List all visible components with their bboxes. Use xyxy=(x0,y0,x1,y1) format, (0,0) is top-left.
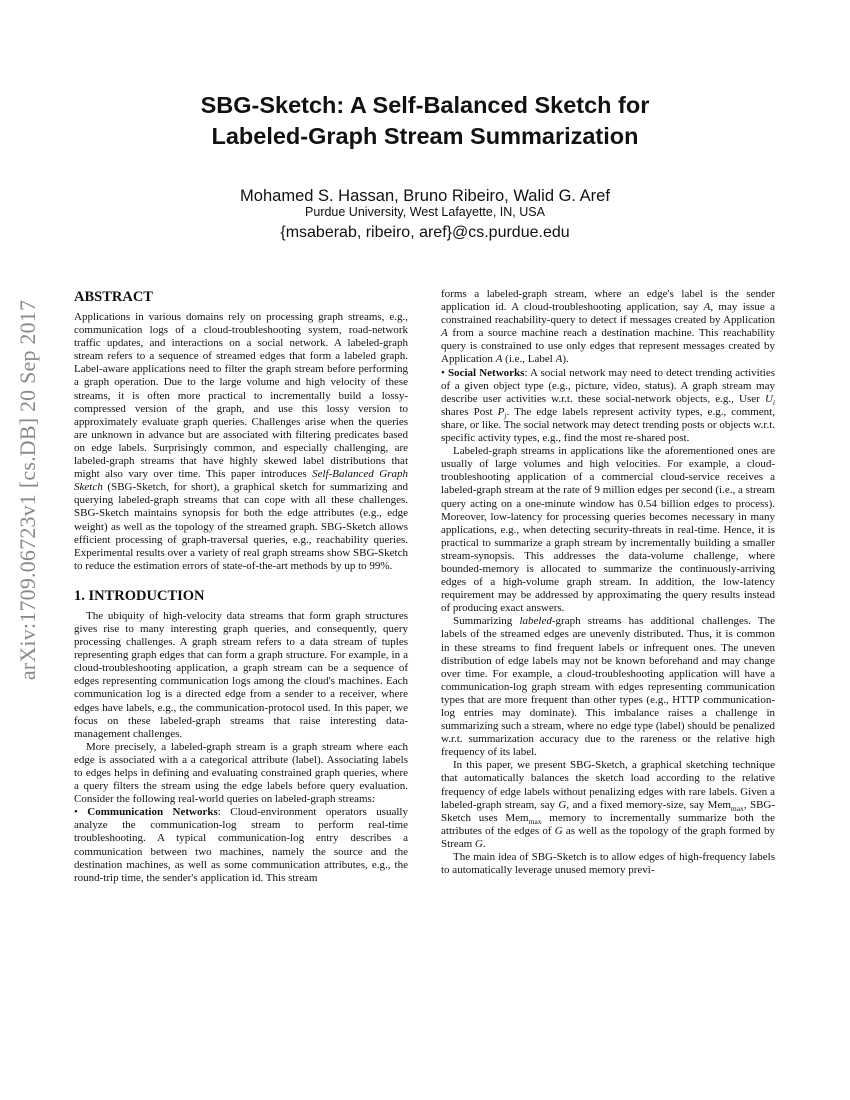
abstract-paragraph: Applications in various domains rely on processing graph streams, e.g., communication logs of a cloud-troubleshooting system, road-network traffic updates, and interactions on a social network. A labeled-graph stream refers to a sequence of streamed edges that form a labeled graph. Label-aware applications need to filter the graph stream before performing a graph operation. Due to the large volume and high velocity of these streams, it is often more practical to incrementally build a lossy-compressed version of the graph, and use this lossy version to approximately evaluate graph queries. Challenges arise when the queries are unknown in advance but are associated with filtering predicates based on edge labels. Surprisingly common, and especially challenging, are labeled-graph streams that have highly skewed label distributions that might also vary over time. This paper introduces Self-Balanced Graph Sketch (SBG-Sketch, for short), a graphical sketch for summarizing and querying labeled-graph streams that can cope with all these challenges. SBG-Sketch maintains synopsis for both the edge attributes (e.g., edge weight) as well as the topology of the streamed graph. SBG-Sketch allows efficient processing of graph-traversal queries, e.g., reachability queries. Experimental results over a variety of real graph streams show SBG-Sketch to reduce the estimation errors of state-of-the-art methods by up to 99%. xyxy=(74,311,408,572)
right-paragraph-2: Labeled-graph streams in applications like the aforementioned ones are usually of large volumes and high velocities. For example, a cloud-troubleshooting application of a commercial cloud-service receives a labeled-graph stream at the rate of 9 million edges per second (i.e., a stream query acting on a one-minute window has 0.54 billion edges to process). Moreover, low-latency for processing queries becomes necessary in many applications, e.g., when detecting security-threats in real-time. Hence, it is practical to summarize a graph stream by incrementally building a smaller stream-synopsis. This addresses the data-volume challenge, where bounded-memory is allocated to summarize the continuously-arriving edges of a high-volume graph stream. In addition, the low-latency requirement may be addressed by approximating the query results instead of producing exact answers. xyxy=(441,445,775,615)
bullet-communication-networks: • Communication Networks: Cloud-environment operators usually analyze the communication-log stream to perform real-time troubleshooting. A typical communication-log entry describes a communication between two machines, namely the source and the destination machines, as well as some communication attributes, e.g., the round-trip time, the sender's application id. This stream xyxy=(74,806,408,884)
right-column xyxy=(441,288,775,877)
paper-title xyxy=(100,90,750,152)
arxiv-stamp-text: arXiv:1709.06723v1 [cs.DB] 20 Sep 2017 xyxy=(15,299,40,681)
bullet-social-networks: • Social Networks: A social network may need to detect trending activities of a given object type (e.g., picture, video, status). A graph stream may describe user activities w.r.t. these social-network objects, e.g., User $U_i$ shares Post $P_j$. The edge labels represent activity types, e.g., comment, share, or like. The social network may detect trending posts or objects w.r.t. specific activity types, e.g., find the most re-shared post. xyxy=(441,366,776,445)
right-paragraph-3: Summarizing labeled-graph streams has additional challenges. The labels of the streamed edges are unevenly distributed. Thus, it is common in these streams to find frequent labels or infrequent ones. The uneven distribution of edge labels may not be known beforehand and may change over time. For example, a cloud-troubleshooting application will have a communication-log graph stream with edges representing communication types that are more frequent than other types (e.g., HTTP communication-log entries may dominate). This imbalance raises a challenge in summarizing such a stream, where no edge type (label) should be penalized w.r.t. summarization accuracy due to the rareness or the relative high frequency of its label. xyxy=(441,615,775,759)
arxiv-stamp xyxy=(10,290,46,690)
affiliation: Purdue University, West Lafayette, IN, USA xyxy=(305,205,545,219)
title-line-1: SBG-Sketch: A Self-Balanced Sketch for xyxy=(200,92,650,118)
right-paragraph-4: In this paper, we present SBG-Sketch, a graphical sketching technique that automatically balances the sketch load according to the relative frequency of edge labels without penalizing edges with rare labels. Given a labeled-graph stream, say G, and a fixed memory-size, say Mem$_{max}$, SBG-Sketch uses Mem$_{max}$ memory to incrementally summarize both the attributes of the edges of G as well as the topology of the graph formed by Stream G. xyxy=(441,759,776,850)
author-email[interactable]: {msaberab, ribeiro, aref}@cs.purdue.edu xyxy=(280,224,570,241)
intro-paragraph-1: The ubiquity of high-velocity data streams that form graph structures gives rise to many interesting graph queries, and consequently, query processing challenges. A graph stream refers to a data stream of tuples representing graph edges that can form a graph structure. For example, in a cloud-troubleshooting application, a graph stream can be a sequence of edges representing communication logs among the cloud's machines. Each communication log is a directed edge from a sender to a receiver, where edges have labels, e.g., the communication-protocol used. In this paper, we focus on these labeled-graph streams that raise interesting data-management challenges. xyxy=(74,609,408,740)
abstract-heading: ABSTRACT xyxy=(74,289,153,305)
title-line-2: Labeled-Graph Stream Summarization xyxy=(211,123,639,149)
introduction-heading: 1. INTRODUCTION xyxy=(74,587,205,604)
right-paragraph-5: The main idea of SBG-Sketch is to allow edges of high-frequency labels to automatically leverage unused memory previ- xyxy=(441,851,775,877)
left-column xyxy=(74,288,408,885)
right-paragraph-1: forms a labeled-graph stream, where an edge's label is the sender application id. A cloud-troubleshooting application, say A, may issue a constrained reachability-query to detect if messages created by Application A from a source machine reach a destination machine. This reachability query is constrained to use only edges that represent messages created by Application A (i.e., Label A). xyxy=(441,288,775,366)
intro-paragraph-2: More precisely, a labeled-graph stream is a graph stream where each edge is associated with a a categorical attribute (label). Associating labels to edges helps in defining and evaluating constrained graph queries, where a query filters the stream using the edge labels before query evaluation. Consider the following real-world queries on labeled-graph streams: xyxy=(74,740,408,806)
author-list: Mohamed S. Hassan, Bruno Ribeiro, Walid G. Aref xyxy=(240,187,610,205)
